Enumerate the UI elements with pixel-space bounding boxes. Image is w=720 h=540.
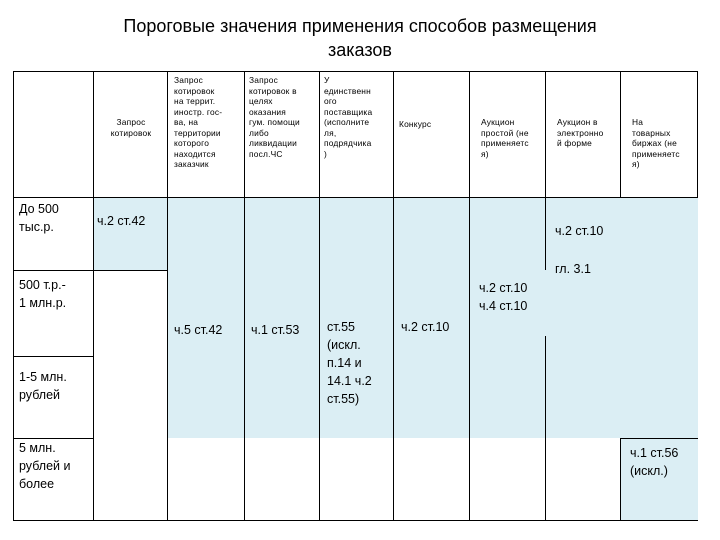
row-label-over-5m: 5 млн. рублей и более (19, 441, 71, 491)
col-line-8-lower (620, 438, 621, 520)
col-line-6 (469, 72, 470, 520)
col-line-5 (393, 72, 394, 520)
row-label-500k-1m: 500 т.р.- 1 млн.р. (19, 278, 67, 310)
row-line-1 (14, 270, 167, 271)
page-title (40, 14, 680, 62)
shaded-cell-r1-right (167, 197, 698, 270)
row-line-2 (14, 356, 93, 357)
cell-r1-right: ч.2 ст.10 (555, 224, 604, 238)
row-line-header (14, 197, 698, 198)
col-line-1 (93, 72, 94, 520)
col-line-7-lower (545, 336, 546, 520)
row-line-3-right (620, 438, 698, 439)
title-line-1: Пороговые значения применения способов размещения (123, 16, 597, 36)
cell-quote-foreign: ч.5 ст.42 (174, 323, 223, 337)
col-line-4 (319, 72, 320, 520)
header-quote-humanitarian: Запрос котировок в целях оказания гум. помощи либо ликвидации посл.ЧС (249, 75, 300, 159)
shaded-cell-right-block (167, 270, 698, 438)
cell-quote-humanitarian: ч.1 ст.53 (251, 323, 300, 337)
shaded-cell-r1-c1 (93, 197, 167, 270)
header-auction-simple: Аукцион простой (не применяетс я) (481, 117, 529, 159)
cell-single-supplier: ст.55 (искл. п.14 и 14.1 ч.2 ст.55) (327, 320, 372, 406)
col-line-7 (545, 72, 546, 270)
col-line-8 (620, 72, 621, 197)
cell-chapter-3-1: гл. 3.1 (555, 262, 591, 276)
header-quote-foreign: Запрос котировок на террит. иностр. гос- ва, на территории которого находится заказчик (174, 75, 223, 169)
cell-auction-articles: ч.2 ст.10 ч.4 ст.10 (479, 281, 528, 313)
col-line-2 (167, 72, 168, 520)
header-commodity-exchange: На товарных биржах (не применяетс я) (632, 117, 680, 169)
header-quote-request: Запрос котировок (110, 117, 152, 138)
col-line-3 (244, 72, 245, 520)
header-auction-electronic: Аукцион в электронно й форме (557, 117, 604, 148)
header-tender: Конкурс (399, 119, 432, 129)
header-single-supplier: У единственн ого поставщика (исполните ля, подрядчика ) (324, 75, 373, 159)
title-line-2: заказов (328, 40, 392, 60)
row-label-up-to-500k: До 500 тыс.р. (19, 202, 59, 234)
cell-tender: ч.2 ст.10 (401, 320, 450, 334)
threshold-table (13, 71, 698, 521)
row-label-1-5m: 1-5 млн. рублей (19, 370, 67, 402)
cell-r4-right: ч.1 ст.56 (искл.) (630, 446, 679, 478)
cell-r1-quote: ч.2 ст.42 (97, 214, 146, 228)
